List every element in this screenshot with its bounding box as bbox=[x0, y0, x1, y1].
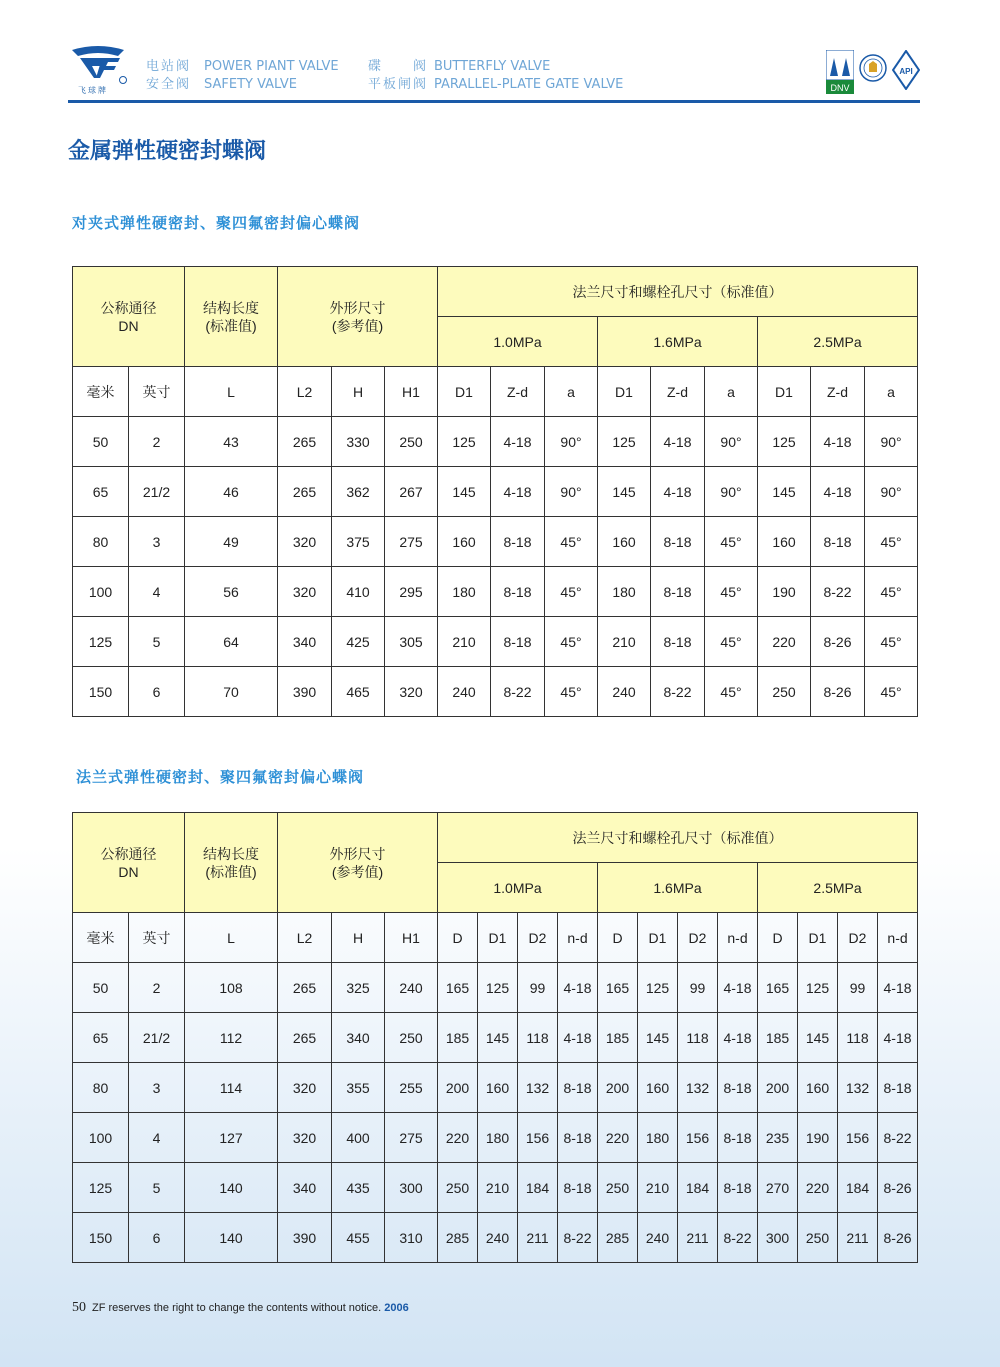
table-cell: 8-18 bbox=[558, 1113, 598, 1163]
table-cell: 184 bbox=[678, 1163, 718, 1213]
table-cell: 300 bbox=[385, 1163, 438, 1213]
table-cell: 125 bbox=[73, 1163, 129, 1213]
table-cell: 43 bbox=[185, 417, 278, 467]
table-cell: 425 bbox=[332, 617, 385, 667]
table-cell: 45° bbox=[705, 517, 758, 567]
table-cell: 250 bbox=[438, 1163, 478, 1213]
column-header: 英寸 bbox=[129, 367, 185, 417]
table-cell: 45° bbox=[545, 517, 598, 567]
table-cell: 320 bbox=[278, 517, 332, 567]
column-header: D2 bbox=[838, 913, 878, 963]
header-cn-butterfly: 碟 阀 bbox=[368, 59, 429, 74]
table-cell: 240 bbox=[438, 667, 491, 717]
table-cell: 184 bbox=[838, 1163, 878, 1213]
table-cell: 325 bbox=[332, 963, 385, 1013]
header-en-gate: PARALLEL-PLATE GATE VALVE bbox=[434, 77, 624, 92]
table-cell: 160 bbox=[758, 517, 811, 567]
wafer-valve-spec-table bbox=[72, 266, 918, 717]
table-cell: 390 bbox=[278, 1213, 332, 1263]
table-cell: 410 bbox=[332, 567, 385, 617]
header-dimensions: 外形尺寸 (参考值) bbox=[278, 267, 438, 367]
table1-title: 对夹式弹性硬密封、聚四氟密封偏心蝶阀 bbox=[72, 214, 361, 232]
table-cell: 8-26 bbox=[878, 1213, 918, 1263]
table-cell: 45° bbox=[545, 567, 598, 617]
header-divider bbox=[68, 100, 920, 103]
table-cell: 145 bbox=[438, 467, 491, 517]
api-monogram-icon bbox=[892, 50, 920, 90]
table-cell: 210 bbox=[638, 1163, 678, 1213]
table-cell: 46 bbox=[185, 467, 278, 517]
table-cell: 180 bbox=[438, 567, 491, 617]
table-cell: 125 bbox=[478, 963, 518, 1013]
table-cell: 200 bbox=[438, 1063, 478, 1113]
table-cell: 160 bbox=[438, 517, 491, 567]
table-cell: 3 bbox=[129, 517, 185, 567]
table-row bbox=[73, 963, 918, 1013]
table-row bbox=[73, 667, 918, 717]
table-cell: 21/2 bbox=[129, 467, 185, 517]
table-cell: 270 bbox=[758, 1163, 798, 1213]
table-cell: 340 bbox=[278, 617, 332, 667]
table-cell: 8-18 bbox=[718, 1063, 758, 1113]
table-cell: 45° bbox=[545, 617, 598, 667]
pressure-1-0: 1.0MPa bbox=[438, 863, 598, 913]
table-cell: 156 bbox=[518, 1113, 558, 1163]
table-cell: 8-18 bbox=[558, 1063, 598, 1113]
table-cell: 4 bbox=[129, 567, 185, 617]
table-cell: 6 bbox=[129, 1213, 185, 1263]
cert-seal-icon bbox=[858, 50, 888, 86]
table-cell: 3 bbox=[129, 1063, 185, 1113]
table-cell: 305 bbox=[385, 617, 438, 667]
column-header: D1 bbox=[598, 367, 651, 417]
table-cell: 320 bbox=[278, 1063, 332, 1113]
table-cell: 390 bbox=[278, 667, 332, 717]
table-cell: 100 bbox=[73, 1113, 129, 1163]
table-cell: 320 bbox=[278, 1113, 332, 1163]
table-cell: 8-18 bbox=[811, 517, 865, 567]
column-header-row bbox=[73, 367, 918, 417]
page-footer bbox=[72, 1300, 409, 1316]
table-cell: 140 bbox=[185, 1163, 278, 1213]
table-cell: 4-18 bbox=[558, 1013, 598, 1063]
column-header: n-d bbox=[878, 913, 918, 963]
table-cell: 4-18 bbox=[718, 963, 758, 1013]
table-cell: 45° bbox=[705, 567, 758, 617]
table-cell: 8-18 bbox=[878, 1063, 918, 1113]
column-header: H1 bbox=[385, 367, 438, 417]
table-cell: 45° bbox=[705, 617, 758, 667]
table-cell: 8-22 bbox=[878, 1113, 918, 1163]
table-cell: 45° bbox=[865, 617, 918, 667]
column-header: 毫米 bbox=[73, 367, 129, 417]
table-cell: 140 bbox=[185, 1213, 278, 1263]
table-cell: 145 bbox=[478, 1013, 518, 1063]
column-header: L bbox=[185, 367, 278, 417]
table-cell: 99 bbox=[838, 963, 878, 1013]
table-cell: 211 bbox=[678, 1213, 718, 1263]
column-header: D bbox=[598, 913, 638, 963]
header-en-safety: SAFETY VALVE bbox=[204, 77, 297, 92]
table2-title: 法兰式弹性硬密封、聚四氟密封偏心蝶阀 bbox=[76, 768, 365, 786]
table-cell: 455 bbox=[332, 1213, 385, 1263]
table-cell: 255 bbox=[385, 1063, 438, 1113]
table-cell: 80 bbox=[73, 517, 129, 567]
column-header: 英寸 bbox=[129, 913, 185, 963]
table-cell: 320 bbox=[278, 567, 332, 617]
api-label: API bbox=[899, 67, 913, 76]
table-cell: 127 bbox=[185, 1113, 278, 1163]
table-cell: 45° bbox=[865, 517, 918, 567]
table-cell: 265 bbox=[278, 963, 332, 1013]
page-header bbox=[68, 40, 920, 102]
table-cell: 362 bbox=[332, 467, 385, 517]
table-cell: 145 bbox=[638, 1013, 678, 1063]
table-cell: 125 bbox=[758, 417, 811, 467]
table-cell: 185 bbox=[598, 1013, 638, 1063]
table-cell: 190 bbox=[758, 567, 811, 617]
table-cell: 8-22 bbox=[558, 1213, 598, 1263]
footer-notice: ZF reserves the right to change the contents without notice. bbox=[92, 1302, 382, 1314]
table-cell: 267 bbox=[385, 467, 438, 517]
table-cell: 100 bbox=[73, 567, 129, 617]
table-cell: 220 bbox=[438, 1113, 478, 1163]
table-cell: 375 bbox=[332, 517, 385, 567]
table-cell: 295 bbox=[385, 567, 438, 617]
table-cell: 4-18 bbox=[878, 1013, 918, 1063]
table-cell: 211 bbox=[838, 1213, 878, 1263]
table-cell: 220 bbox=[598, 1113, 638, 1163]
column-header: a bbox=[705, 367, 758, 417]
header-cn-power-valve: 电站阀 bbox=[146, 59, 192, 74]
column-header: D1 bbox=[798, 913, 838, 963]
table-row bbox=[73, 417, 918, 467]
table-cell: 240 bbox=[598, 667, 651, 717]
table-cell: 5 bbox=[129, 617, 185, 667]
table-cell: 8-26 bbox=[811, 617, 865, 667]
table-cell: 118 bbox=[678, 1013, 718, 1063]
table-cell: 160 bbox=[478, 1063, 518, 1113]
table-cell: 8-22 bbox=[718, 1213, 758, 1263]
column-header: H1 bbox=[385, 913, 438, 963]
column-header: Z-d bbox=[491, 367, 545, 417]
table-cell: 2 bbox=[129, 417, 185, 467]
table-cell: 250 bbox=[385, 1013, 438, 1063]
table-cell: 112 bbox=[185, 1013, 278, 1063]
table-cell: 180 bbox=[478, 1113, 518, 1163]
table-cell: 4-18 bbox=[878, 963, 918, 1013]
table-cell: 180 bbox=[598, 567, 651, 617]
table-cell: 4-18 bbox=[491, 417, 545, 467]
column-header: H bbox=[332, 913, 385, 963]
column-header: D bbox=[438, 913, 478, 963]
table-cell: 310 bbox=[385, 1213, 438, 1263]
table-row bbox=[73, 567, 918, 617]
table-cell: 56 bbox=[185, 567, 278, 617]
table-cell: 50 bbox=[73, 963, 129, 1013]
table-cell: 4-18 bbox=[811, 467, 865, 517]
table-cell: 240 bbox=[478, 1213, 518, 1263]
table-cell: 49 bbox=[185, 517, 278, 567]
table-cell: 355 bbox=[332, 1063, 385, 1113]
table-cell: 99 bbox=[678, 963, 718, 1013]
table-cell: 132 bbox=[838, 1063, 878, 1113]
column-header: L bbox=[185, 913, 278, 963]
table-cell: 250 bbox=[798, 1213, 838, 1263]
table-cell: 220 bbox=[758, 617, 811, 667]
table-cell: 145 bbox=[598, 467, 651, 517]
pressure-1-6: 1.6MPa bbox=[598, 317, 758, 367]
header-length: 结构长度 (标准值) bbox=[185, 813, 278, 913]
table-cell: 150 bbox=[73, 667, 129, 717]
column-header: L2 bbox=[278, 367, 332, 417]
table-cell: 8-18 bbox=[558, 1163, 598, 1213]
table-cell: 2 bbox=[129, 963, 185, 1013]
column-header: Z-d bbox=[651, 367, 705, 417]
table-cell: 99 bbox=[518, 963, 558, 1013]
table-cell: 200 bbox=[758, 1063, 798, 1113]
table-cell: 285 bbox=[598, 1213, 638, 1263]
table-row bbox=[73, 617, 918, 667]
table-cell: 265 bbox=[278, 467, 332, 517]
page-title: 金属弹性硬密封蝶阀 bbox=[68, 139, 267, 164]
header-dn: 公称通径 DN bbox=[73, 267, 185, 367]
header-dimensions: 外形尺寸 (参考值) bbox=[278, 813, 438, 913]
table-cell: 184 bbox=[518, 1163, 558, 1213]
table-cell: 190 bbox=[798, 1113, 838, 1163]
table-cell: 114 bbox=[185, 1063, 278, 1113]
table-cell: 80 bbox=[73, 1063, 129, 1113]
header-dn: 公称通径 DN bbox=[73, 813, 185, 913]
column-header: a bbox=[545, 367, 598, 417]
column-header: n-d bbox=[558, 913, 598, 963]
table-cell: 285 bbox=[438, 1213, 478, 1263]
column-header: D1 bbox=[638, 913, 678, 963]
table-cell: 8-18 bbox=[651, 567, 705, 617]
table-cell: 8-18 bbox=[651, 517, 705, 567]
table-cell: 21/2 bbox=[129, 1013, 185, 1063]
table-cell: 240 bbox=[638, 1213, 678, 1263]
table-cell: 250 bbox=[598, 1163, 638, 1213]
table-cell: 160 bbox=[638, 1063, 678, 1113]
table-cell: 8-18 bbox=[491, 617, 545, 667]
table-cell: 8-26 bbox=[878, 1163, 918, 1213]
table-cell: 185 bbox=[758, 1013, 798, 1063]
table-cell: 156 bbox=[678, 1113, 718, 1163]
header-flange: 法兰尺寸和螺栓孔尺寸（标准值） bbox=[438, 813, 918, 863]
column-header: D bbox=[758, 913, 798, 963]
table-cell: 330 bbox=[332, 417, 385, 467]
table-cell: 65 bbox=[73, 1013, 129, 1063]
table-cell: 320 bbox=[385, 667, 438, 717]
pressure-2-5: 2.5MPa bbox=[758, 863, 918, 913]
table-cell: 64 bbox=[185, 617, 278, 667]
table-cell: 90° bbox=[545, 417, 598, 467]
table-cell: 8-22 bbox=[811, 567, 865, 617]
table-cell: 180 bbox=[638, 1113, 678, 1163]
table-cell: 235 bbox=[758, 1113, 798, 1163]
table-cell: 118 bbox=[518, 1013, 558, 1063]
table-cell: 125 bbox=[598, 417, 651, 467]
table-cell: 132 bbox=[518, 1063, 558, 1113]
table-cell: 8-22 bbox=[651, 667, 705, 717]
flanged-valve-spec-table bbox=[72, 812, 918, 1263]
column-header: H bbox=[332, 367, 385, 417]
table-cell: 165 bbox=[438, 963, 478, 1013]
table-row bbox=[73, 1163, 918, 1213]
header-length: 结构长度 (标准值) bbox=[185, 267, 278, 367]
table-row bbox=[73, 1063, 918, 1113]
header-en-power-valve: POWER PIANT VALVE bbox=[204, 59, 339, 74]
table-cell: 200 bbox=[598, 1063, 638, 1113]
table-row bbox=[73, 1213, 918, 1263]
table-cell: 210 bbox=[478, 1163, 518, 1213]
table-cell: 8-18 bbox=[651, 617, 705, 667]
table-cell: 45° bbox=[865, 567, 918, 617]
table-cell: 45° bbox=[865, 667, 918, 717]
table-cell: 150 bbox=[73, 1213, 129, 1263]
table-cell: 4-18 bbox=[491, 467, 545, 517]
header-flange: 法兰尺寸和螺栓孔尺寸（标准值） bbox=[438, 267, 918, 317]
table-cell: 250 bbox=[758, 667, 811, 717]
table-cell: 340 bbox=[332, 1013, 385, 1063]
column-header: a bbox=[865, 367, 918, 417]
table-cell: 400 bbox=[332, 1113, 385, 1163]
table-cell: 70 bbox=[185, 667, 278, 717]
logo-text: 飞球牌 bbox=[78, 86, 108, 95]
table-cell: 125 bbox=[438, 417, 491, 467]
table-cell: 90° bbox=[545, 467, 598, 517]
table-cell: 45° bbox=[545, 667, 598, 717]
table-cell: 211 bbox=[518, 1213, 558, 1263]
table-cell: 265 bbox=[278, 1013, 332, 1063]
table-cell: 435 bbox=[332, 1163, 385, 1213]
table-cell: 4 bbox=[129, 1113, 185, 1163]
table-cell: 5 bbox=[129, 1163, 185, 1213]
column-header: D1 bbox=[438, 367, 491, 417]
column-header: D2 bbox=[678, 913, 718, 963]
table-cell: 220 bbox=[798, 1163, 838, 1213]
table-cell: 8-22 bbox=[491, 667, 545, 717]
column-header-row bbox=[73, 913, 918, 963]
table-cell: 145 bbox=[758, 467, 811, 517]
table-cell: 156 bbox=[838, 1113, 878, 1163]
table-cell: 210 bbox=[438, 617, 491, 667]
column-header: D1 bbox=[478, 913, 518, 963]
company-logo bbox=[68, 44, 130, 96]
table-cell: 275 bbox=[385, 517, 438, 567]
header-en-butterfly: BUTTERFLY VALVE bbox=[434, 59, 551, 74]
table-cell: 4-18 bbox=[718, 1013, 758, 1063]
table-cell: 4-18 bbox=[651, 417, 705, 467]
table-cell: 108 bbox=[185, 963, 278, 1013]
table-cell: 118 bbox=[838, 1013, 878, 1063]
table-cell: 132 bbox=[678, 1063, 718, 1113]
table-cell: 125 bbox=[638, 963, 678, 1013]
table-cell: 8-18 bbox=[718, 1163, 758, 1213]
pressure-1-6: 1.6MPa bbox=[598, 863, 758, 913]
table-row bbox=[73, 467, 918, 517]
table-cell: 6 bbox=[129, 667, 185, 717]
table-cell: 8-18 bbox=[491, 517, 545, 567]
dnv-label: DNV bbox=[830, 83, 850, 93]
table-cell: 4-18 bbox=[558, 963, 598, 1013]
table-cell: 165 bbox=[758, 963, 798, 1013]
table-cell: 65 bbox=[73, 467, 129, 517]
column-header: Z-d bbox=[811, 367, 865, 417]
table-cell: 125 bbox=[798, 963, 838, 1013]
table-row bbox=[73, 517, 918, 567]
page-number: 50 bbox=[72, 1300, 86, 1315]
table-cell: 250 bbox=[385, 417, 438, 467]
dnv-cert-icon bbox=[826, 50, 854, 94]
table-cell: 8-18 bbox=[491, 567, 545, 617]
table-cell: 465 bbox=[332, 667, 385, 717]
table-cell: 90° bbox=[705, 417, 758, 467]
table-cell: 50 bbox=[73, 417, 129, 467]
table-cell: 240 bbox=[385, 963, 438, 1013]
table-cell: 8-18 bbox=[718, 1113, 758, 1163]
table-cell: 300 bbox=[758, 1213, 798, 1263]
table-cell: 210 bbox=[598, 617, 651, 667]
table-cell: 265 bbox=[278, 417, 332, 467]
column-header: 毫米 bbox=[73, 913, 129, 963]
table-cell: 90° bbox=[865, 417, 918, 467]
column-header: D2 bbox=[518, 913, 558, 963]
header-cn-gate: 平板闸阀 bbox=[368, 77, 429, 92]
table-cell: 275 bbox=[385, 1113, 438, 1163]
table-cell: 4-18 bbox=[811, 417, 865, 467]
pressure-1-0: 1.0MPa bbox=[438, 317, 598, 367]
column-header: L2 bbox=[278, 913, 332, 963]
table-cell: 90° bbox=[865, 467, 918, 517]
table-cell: 4-18 bbox=[651, 467, 705, 517]
table-cell: 160 bbox=[798, 1063, 838, 1113]
table-cell: 145 bbox=[798, 1013, 838, 1063]
table-cell: 90° bbox=[705, 467, 758, 517]
table-cell: 45° bbox=[705, 667, 758, 717]
column-header: n-d bbox=[718, 913, 758, 963]
table-row bbox=[73, 1013, 918, 1063]
table-cell: 125 bbox=[73, 617, 129, 667]
header-cn-safety: 安全阀 bbox=[146, 77, 192, 92]
column-header: D1 bbox=[758, 367, 811, 417]
footer-year: 2006 bbox=[384, 1302, 409, 1314]
table-cell: 165 bbox=[598, 963, 638, 1013]
table-cell: 340 bbox=[278, 1163, 332, 1213]
table-row bbox=[73, 1113, 918, 1163]
table-cell: 8-26 bbox=[811, 667, 865, 717]
table-cell: 160 bbox=[598, 517, 651, 567]
table-cell: 185 bbox=[438, 1013, 478, 1063]
pressure-2-5: 2.5MPa bbox=[758, 317, 918, 367]
